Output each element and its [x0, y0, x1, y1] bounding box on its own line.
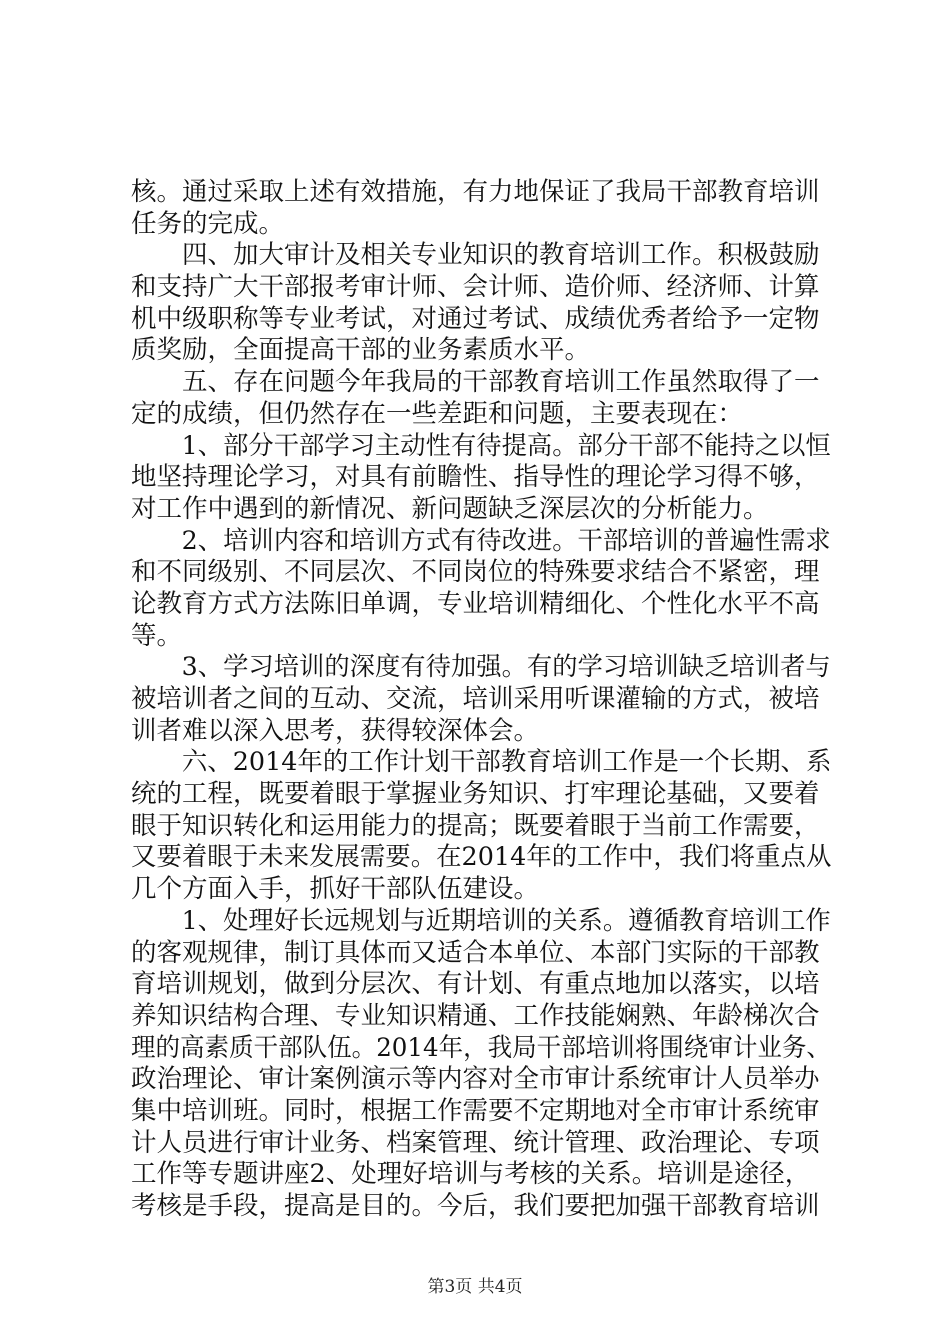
text-line: 3、学习培训的深度有待加强。有的学习培训缺乏培训者与 — [131, 652, 831, 683]
text-line: 等。 — [131, 620, 183, 651]
text-line: 和不同级别、不同层次、不同岗位的特殊要求结合不紧密，理 — [131, 557, 820, 588]
text-line: 集中培训班。同时，根据工作需要不定期地对全市审计系统审 — [131, 1095, 820, 1126]
text-line: 几个方面入手，抓好干部队伍建设。 — [131, 874, 540, 905]
text-line: 工作等专题讲座2、处理好培训与考核的关系。培训是途径， — [131, 1159, 811, 1190]
text-line: 计人员进行审计业务、档案管理、统计管理、政治理论、专项 — [131, 1127, 820, 1158]
text-line: 和支持广大干部报考审计师、会计师、造价师、经济师、计算 — [131, 272, 820, 303]
text-line: 核。通过采取上述有效措施，有力地保证了我局干部教育培训 — [131, 177, 820, 207]
text-line: 机中级职称等专业考试，对通过考试、成绩优秀者给予一定物 — [131, 303, 820, 334]
text-line: 训者难以深入思考，获得较深体会。 — [131, 715, 540, 746]
text-line: 任务的完成。 — [131, 208, 285, 239]
text-line: 眼于知识转化和运用能力的提高；既要着眼于当前工作需要， — [131, 810, 820, 841]
text-line: 四、加大审计及相关专业知识的教育培训工作。积极鼓励 — [131, 240, 820, 271]
text-line: 统的工程，既要着眼于掌握业务知识、打牢理论基础，又要着 — [131, 779, 820, 810]
text-line: 论教育方式方法陈旧单调，专业培训精细化、个性化水平不高 — [131, 588, 820, 619]
text-line: 1、处理好长远规划与近期培训的关系。遵循教育培训工作 — [131, 905, 831, 936]
text-line: 政治理论、审计案例演示等内容对全市审计系统审计人员举办 — [131, 1064, 820, 1095]
text-line: 养知识结构合理、专业知识精通、工作技能娴熟、年龄梯次合 — [131, 1000, 820, 1031]
text-line: 理的高素质干部队伍。2014年，我局干部培训将围绕审计业务、 — [131, 1032, 831, 1063]
text-line: 考核是手段，提高是目的。今后，我们要把加强干部教育培训 — [131, 1191, 820, 1221]
text-line: 质奖励，全面提高干部的业务素质水平。 — [131, 335, 591, 366]
text-line: 的客观规律，制订具体而又适合本单位、本部门实际的干部教 — [131, 937, 820, 968]
text-line: 2、培训内容和培训方式有待改进。干部培训的普遍性需求 — [131, 525, 831, 556]
text-line: 被培训者之间的互动、交流，培训采用听课灌输的方式，被培 — [131, 684, 820, 714]
text-line: 1、部分干部学习主动性有待提高。部分干部不能持之以恒 — [131, 430, 831, 461]
page-footer: 第3页 共4页 — [427, 1277, 523, 1297]
text-line: 六、2014年的工作计划干部教育培训工作是一个长期、系 — [131, 747, 832, 778]
document-body — [131, 177, 831, 1223]
text-line: 定的成绩，但仍然存在一些差距和问题，主要表现在： — [131, 398, 744, 429]
text-line: 又要着眼于未来发展需要。在2014年的工作中，我们将重点从 — [131, 842, 832, 873]
text-line: 五、存在问题今年我局的干部教育培训工作虽然取得了一 — [131, 367, 820, 398]
text-line: 育培训规划，做到分层次、有计划、有重点地加以落实，以培 — [131, 969, 820, 1000]
text-line: 对工作中遇到的新情况、新问题缺乏深层次的分析能力。 — [131, 493, 769, 524]
text-line: 地坚持理论学习，对具有前瞻性、指导性的理论学习得不够， — [131, 462, 820, 493]
